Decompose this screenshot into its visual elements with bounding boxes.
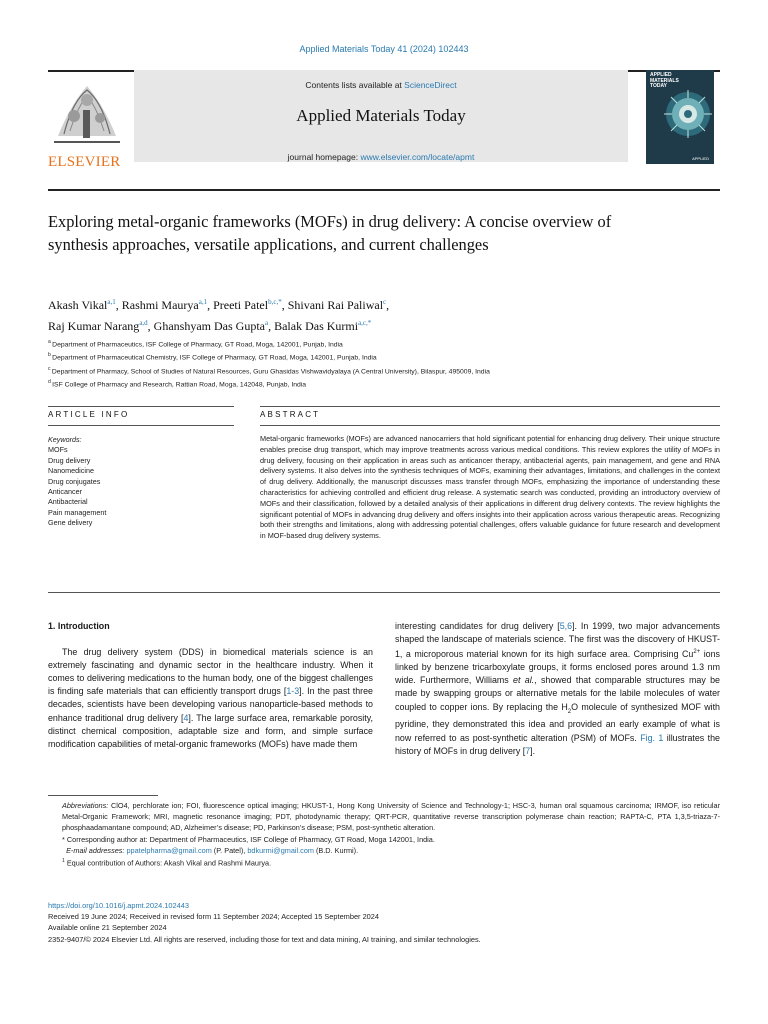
keywords-list: [48, 445, 218, 528]
sciencedirect-link[interactable]: ScienceDirect: [404, 80, 457, 90]
cover-title-line-3: TODAY: [650, 83, 667, 89]
citation-link[interactable]: 4: [183, 712, 189, 723]
author-name[interactable]: Balak Das Kurmi: [274, 319, 359, 333]
contents-prefix: Contents lists available at: [305, 80, 405, 90]
intro-text-1: The drug delivery system (DDS) in biomedical materials science is an extremely fascinating and dynamic sector in the healthcare industry. When it comes to delivering medications to the human body, one of the biggest challenges is finding safe materials that can efficiently transport drugs [: [48, 647, 373, 697]
author-name[interactable]: Rashmi Maurya: [121, 298, 199, 312]
corresponding-text: Corresponding author at: Department of Pharmaceutics, ISF College of Pharmacy, GT Road, Moga 142001, India.: [66, 834, 435, 844]
abbreviations-label: Abbreviations:: [62, 801, 109, 810]
cover-title-line-1: APPLIED: [650, 72, 672, 78]
intro-text-8: O molecule of synthesized MOF with pyridine, they demonstrated this idea and provided an early example of what is now referred to as post-synthetic alteration (PSM) of MOFs.: [395, 701, 720, 743]
abbreviations-footnote: [48, 800, 720, 834]
affiliation-item: $^a$ Department of Pharmaceutics, ISF College of Pharmacy, GT Road, Moga, 142001, Punjab, India: [48, 339, 343, 349]
intro-paragraph-1: [48, 646, 373, 751]
journal-banner: [134, 70, 628, 162]
intro-text-7: , showed that comparable structures may be made by swapping groups or alternative metals for the labile molecules of water coupled to copper ions. By replacing the H: [395, 675, 720, 712]
author-affiliation-marker[interactable]: a,1: [198, 298, 208, 306]
keyword-item: Drug delivery: [48, 455, 91, 465]
header-rule-bottom: [48, 189, 720, 191]
abstract-rule-2: [260, 425, 720, 426]
author-name[interactable]: Raj Kumar Narang: [48, 319, 140, 333]
keyword-item: Nanomedicine: [48, 466, 94, 476]
abstract-rule: [260, 406, 720, 407]
citation-link[interactable]: 1-3: [286, 686, 300, 697]
author-name[interactable]: Ghanshyam Das Gupta: [153, 319, 265, 333]
homepage-prefix: journal homepage:: [287, 152, 361, 162]
intro-text-3: ]. The large surface area, remarkable porosity, distinct chemical composition, adaptable size and form, and simple surface modification capabilities of metal-organic frameworks (MOFs) have made them: [48, 712, 373, 749]
email-owner: (P. Patel),: [211, 845, 248, 855]
email-footnote: [48, 845, 720, 856]
journal-cover-image[interactable]: [646, 70, 714, 164]
cover-bottom-label: APPLIED: [692, 156, 709, 161]
keyword-item: Drug conjugates: [48, 476, 101, 486]
email-owner: (B.D. Kurmi).: [313, 845, 359, 855]
article-info-heading: ARTICLE INFO: [48, 410, 130, 419]
article-info-rule-2: [48, 425, 234, 426]
received-dates: Received 19 June 2024; Received in revised form 11 September 2024; Accepted 15 September 2024: [48, 912, 380, 922]
author-affiliation-marker[interactable]: b,c,*: [268, 298, 282, 306]
author-affiliation-marker[interactable]: c: [383, 298, 387, 306]
cover-title: [650, 73, 679, 90]
publisher-name: ELSEVIER: [48, 154, 121, 170]
body-column-left: [48, 620, 373, 751]
equal-contribution-text: Equal contribution of Authors: Akash Vikal and Rashmi Maurya.: [66, 858, 272, 868]
elsevier-tree-icon: [50, 76, 124, 148]
masthead: [48, 70, 720, 170]
article-metadata: [48, 900, 720, 945]
equal-contribution-footnote: $^1$ Equal contribution of Authors: Akash Vikal and Rashmi Maurya.: [62, 858, 272, 868]
intro-text-2: ]. In the past three decades, scientists have been developing various nanoparticle-based methods to enhance traditional drug delivery [: [48, 686, 373, 723]
author-affiliation-marker[interactable]: a: [264, 319, 269, 327]
contents-line: [134, 80, 628, 90]
article-title: Exploring metal-organic frameworks (MOFs) in drug delivery: A concise overview of synthesis approaches, versatile applications, and current challenges: [48, 212, 612, 254]
keyword-item: Anticancer: [48, 487, 82, 497]
intro-text-4: interesting candidates for drug delivery [: [395, 621, 560, 631]
author-line-1: Akash Vikal$^{a,1}$, Rashmi Maurya$^{a,1}$, Preeti Patel$^{b,c,*}$, Shivani Rai Paliwal$^c$,: [48, 298, 390, 312]
intro-text-6: ions linked by benzene tricarboxylate groups, it forms enclosed pores around 1.3 nm wide. Furthermore, Williams: [395, 649, 720, 686]
keyword-item: Pain management: [48, 507, 107, 517]
keywords-label: Keywords:: [48, 435, 82, 444]
affiliations: [48, 337, 668, 391]
copyright: 2352-9407/© 2024 Elsevier Ltd. All rights are reserved, including those for text and data mining, AI training, and similar technologies.: [48, 934, 481, 944]
et-al-text: et al.: [513, 675, 535, 686]
journal-reference[interactable]: Applied Materials Today 41 (2024) 102443: [299, 44, 469, 54]
footnote-rule: [48, 795, 158, 796]
cover-title-line-2: MATERIALS: [650, 77, 679, 84]
intro-text-9: illustrates the history of MOFs in drug delivery [: [395, 732, 720, 756]
affiliation-item: $^b$ Department of Pharmaceutical Chemistry, ISF College of Pharmacy, GT Road, Moga, 142001, Punjab, India: [48, 352, 377, 362]
homepage-line: [134, 152, 628, 162]
abstract-end-rule: [48, 592, 720, 593]
author-affiliation-marker[interactable]: a,c,*: [358, 319, 372, 327]
subscript: 2: [567, 708, 572, 715]
citation-link[interactable]: 5,6: [559, 621, 573, 631]
author-name[interactable]: Akash Vikal: [48, 298, 108, 312]
author-list: [48, 293, 668, 335]
email-link[interactable]: bdkurmi@gmail.com: [247, 845, 314, 855]
email-label: E-mail addresses:: [66, 845, 125, 855]
superscript: 2+: [693, 649, 701, 656]
section-heading-introduction: 1. Introduction: [48, 621, 110, 631]
author-affiliation-marker[interactable]: a,d: [139, 319, 148, 327]
affiliation-item: $^d$ ISF College of Pharmacy and Research, Rattian Road, Moga, 142048, Punjab, India: [48, 379, 307, 389]
author-affiliation-marker[interactable]: a,1: [107, 298, 116, 306]
keywords-block: [48, 435, 218, 529]
citation-link[interactable]: 7: [525, 745, 531, 756]
body-column-right: [395, 620, 720, 758]
corresponding-footnote: * Corresponding author at: Department of Pharmaceutics, ISF College of Pharmacy, GT Road, Moga 142001, India.: [62, 834, 435, 844]
online-date: Available online 21 September 2024: [48, 923, 167, 933]
article-info-rule: [48, 406, 234, 407]
intro-text-5: ]. In 1999, two major advancements shaped the landscape of materials science. The first was the discovery of HKUST-1, a microporous material known for its high surface area. Comprising Cu: [395, 621, 720, 660]
affiliation-item: $^c$ Department of Pharmacy, School of Studies of Natural Resources, Guru Ghasidas Vishwavidyalaya (A Central University), Bilaspur, 495009, India: [48, 365, 490, 376]
journal-title: Applied Materials Today: [296, 106, 466, 125]
author-line-2: Raj Kumar Narang$^{a,d}$, Ghanshyam Das Gupta$^a$, Balak Das Kurmi$^{a,c,*}$: [48, 319, 372, 333]
abbreviations-text: ClO4, perchlorate ion; FOI, fluorescence optical imaging; HKUST-1, Hong Kong University of Science and Technology-1; HSC-3, human oral squamous carcinoma; IRMOF, iso reticular Metal-Organic Framework; MRI, magnetic resonance imaging; PDT, photodynamic therapy; QRT-PCR, quantitative reverse transcription polymerase chain reaction; RAPTA-C, PTA 1,3,5-triaza-7-phosphaadamantane compound; AD, Alzheimer’s disease; PD, Parkinson’s disease; PSM, post-synthetic alteration.: [62, 801, 720, 833]
keyword-item: Gene delivery: [48, 518, 93, 528]
homepage-link[interactable]: www.elsevier.com/locate/apmt: [360, 152, 475, 162]
intro-paragraph-continued: [395, 620, 720, 758]
keyword-item: Antibacterial: [48, 497, 88, 507]
intro-text-10: ].: [530, 745, 536, 756]
email-link[interactable]: ppatelpharma@gmail.com: [126, 845, 212, 855]
figure-link[interactable]: Fig. 1: [640, 732, 664, 743]
elsevier-logo: [48, 76, 126, 170]
doi-link[interactable]: https://doi.org/10.1016/j.apmt.2024.102443: [48, 901, 189, 910]
author-name[interactable]: Preeti Patel: [213, 298, 269, 312]
footnotes: [48, 800, 720, 869]
keyword-item: MOFs: [48, 445, 68, 455]
author-name[interactable]: Shivani Rai Paliwal: [287, 298, 384, 312]
abstract-text: Metal-organic frameworks (MOFs) are advanced nanocarriers that hold significant potential for enhancing drug delivery. Their unique structure enables precise drug transport, which may improve treatments across various medical conditions. This review explores the utility of MOFs in drug delivery, focusing on their application in areas such as anticancer therapy, antibacterial agents, pain management, and gene and RNA delivery systems. It also delves into the synthesis techniques of MOFs, examining their advantages, limitations, and challenges in the context of drug delivery. Additionally, the manuscript discusses mass transfer through MOFs, emphasizing the importance of understanding these characteristics for achieving controlled and efficient drug release. A systematic search was conducted, providing an introductory overview of MOFs and their classification, followed by a detailed analysis of their applications in different drug delivery contexts. The review highlights the significant potential of MOFs in advancing drug delivery and offers insights into their application across various therapeutic areas. Recognizing both their strengths and limitations, along with addressing potential challenges, offers valuable guidance for future research and development in MOF-based drug delivery systems.: [260, 434, 720, 541]
abstract-heading: ABSTRACT: [260, 410, 321, 419]
